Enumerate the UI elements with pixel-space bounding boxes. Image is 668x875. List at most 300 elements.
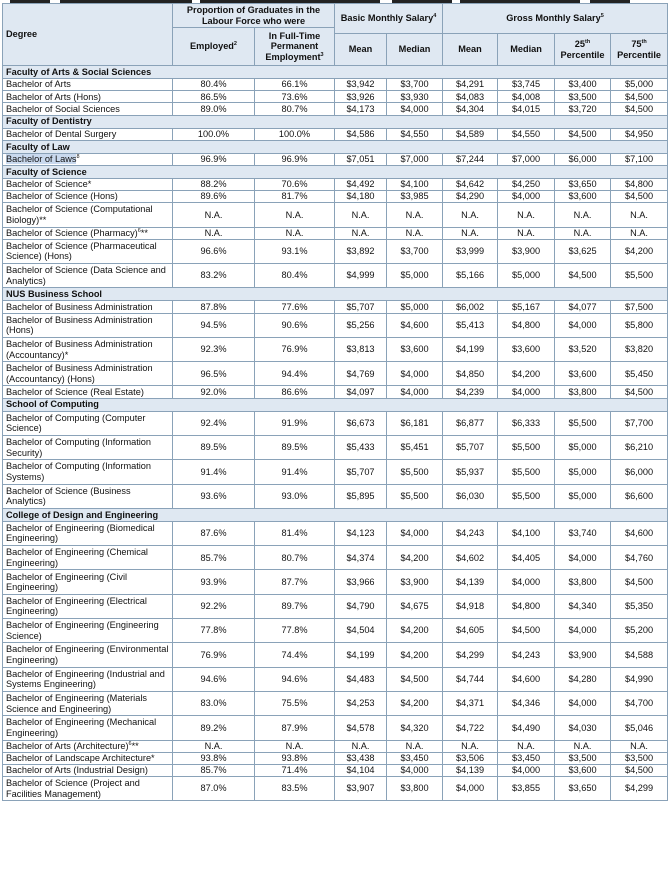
p25-cell: $3,650 — [555, 178, 611, 190]
fulltime-header — [255, 28, 335, 66]
employed-cell: 93.8% — [173, 752, 255, 764]
degree-cell — [3, 643, 173, 667]
table-row — [3, 264, 668, 288]
degree-name: Bachelor of Science (Business Analytics) — [6, 485, 131, 507]
basic-median-cell: $4,000 — [387, 103, 443, 115]
p25-percentile-label: Percentile — [560, 49, 605, 60]
table-row — [3, 386, 668, 398]
basic-median-cell: N.A. — [387, 203, 443, 227]
degree-cell — [3, 227, 173, 239]
gross-mean-cell: $5,707 — [443, 435, 498, 459]
fulltime-cell: 75.5% — [255, 691, 335, 715]
degree-name: Bachelor of Arts (Industrial Design) — [6, 765, 148, 776]
degree-cell — [3, 521, 173, 545]
p75-cell: $4,950 — [611, 128, 668, 140]
gross-median-cell: $4,015 — [498, 103, 555, 115]
faculty-row — [3, 398, 668, 411]
basic-mean-cell: $4,253 — [335, 691, 387, 715]
gross-mean-cell: $4,243 — [443, 521, 498, 545]
p75-cell: $6,210 — [611, 435, 668, 459]
p75-cell: $3,500 — [611, 752, 668, 764]
degree-cell — [3, 460, 173, 484]
degree-name: Bachelor of Computing (Computer Science) — [6, 412, 146, 434]
faculty-name: Faculty of Dentistry — [3, 115, 668, 128]
p75-cell: $4,800 — [611, 178, 668, 190]
table-body — [3, 66, 668, 801]
gross-median-cell: $5,500 — [498, 460, 555, 484]
table-row — [3, 643, 668, 667]
gross-mean-cell: N.A. — [443, 227, 498, 239]
p75-header — [611, 34, 668, 66]
degree-cell — [3, 128, 173, 140]
gross-median-cell: $4,243 — [498, 643, 555, 667]
gross-median-cell: $5,500 — [498, 484, 555, 508]
degree-name: Bachelor of Business Administration (Accountancy)* — [6, 339, 153, 360]
p75-cell: $5,200 — [611, 619, 668, 643]
fulltime-cell: 77.6% — [255, 301, 335, 313]
employed-cell: 93.6% — [173, 484, 255, 508]
gross-mean-cell: $5,937 — [443, 460, 498, 484]
gross-median-cell: $4,250 — [498, 178, 555, 190]
employed-cell: 94.6% — [173, 667, 255, 691]
gross-mean-header: Mean — [443, 34, 498, 66]
degree-name: Bachelor of Science (Pharmacy) — [6, 227, 138, 238]
basic-median-cell: $3,450 — [387, 752, 443, 764]
table-row — [3, 153, 668, 165]
employed-cell: 77.8% — [173, 619, 255, 643]
degree-name: Bachelor of Science (Real Estate) — [6, 386, 144, 397]
gross-median-cell: $4,490 — [498, 716, 555, 740]
p25-cell: $3,500 — [555, 91, 611, 103]
p75-cell: $4,700 — [611, 691, 668, 715]
gross-salary-label: Gross Monthly Salary — [506, 13, 601, 24]
employed-label: Employed — [190, 41, 234, 52]
employed-cell: 89.2% — [173, 716, 255, 740]
p25-cell: N.A. — [555, 203, 611, 227]
fulltime-cell: 93.0% — [255, 484, 335, 508]
p75-cell: $4,600 — [611, 521, 668, 545]
degree-cell — [3, 546, 173, 570]
fulltime-cell: 94.6% — [255, 667, 335, 691]
gross-median-cell: N.A. — [498, 740, 555, 752]
degree-cell — [3, 362, 173, 386]
gross-median-cell: $4,200 — [498, 362, 555, 386]
p25-header — [555, 34, 611, 66]
degree-name: Bachelor of Arts (Architecture) — [6, 740, 129, 751]
degree-name: Bachelor of Science* — [6, 179, 92, 190]
degree-cell — [3, 386, 173, 398]
gross-mean-cell: $7,244 — [443, 153, 498, 165]
degree-name: Bachelor of Landscape Architecture* — [6, 753, 155, 764]
gross-mean-cell: $4,139 — [443, 570, 498, 594]
degree-name: Bachelor of Arts — [6, 79, 71, 90]
basic-mean-cell: $4,180 — [335, 191, 387, 203]
basic-mean-cell: $4,769 — [335, 362, 387, 386]
basic-median-cell: $4,600 — [387, 313, 443, 337]
basic-mean-header: Mean — [335, 34, 387, 66]
degree-cell — [3, 752, 173, 764]
p25-cell: $3,400 — [555, 79, 611, 91]
degree-footnote: 6 — [128, 740, 132, 747]
degree-cell — [3, 103, 173, 115]
basic-mean-cell: $3,926 — [335, 91, 387, 103]
table-row — [3, 752, 668, 764]
basic-median-cell: $3,700 — [387, 79, 443, 91]
basic-median-cell: $4,200 — [387, 643, 443, 667]
basic-mean-cell: $5,707 — [335, 301, 387, 313]
employed-cell: N.A. — [173, 740, 255, 752]
p75-cell: $5,450 — [611, 362, 668, 386]
employed-cell: N.A. — [173, 227, 255, 239]
basic-mean-cell: $4,578 — [335, 716, 387, 740]
degree-cell — [3, 411, 173, 435]
p75-cell: $5,800 — [611, 313, 668, 337]
fulltime-cell: 81.7% — [255, 191, 335, 203]
p75-cell: N.A. — [611, 740, 668, 752]
basic-median-cell: $6,181 — [387, 411, 443, 435]
gross-median-cell: $4,008 — [498, 91, 555, 103]
basic-mean-cell: $5,707 — [335, 460, 387, 484]
p25-cell: $4,500 — [555, 128, 611, 140]
basic-mean-cell: $4,483 — [335, 667, 387, 691]
basic-median-cell: $3,800 — [387, 777, 443, 801]
fulltime-cell: 89.5% — [255, 435, 335, 459]
p75-cell: $4,990 — [611, 667, 668, 691]
faculty-row — [3, 508, 668, 521]
gross-median-cell: $4,405 — [498, 546, 555, 570]
gross-mean-cell: $4,139 — [443, 764, 498, 776]
gross-mean-cell: $4,744 — [443, 667, 498, 691]
basic-median-cell: $3,600 — [387, 337, 443, 361]
p25-cell: $4,030 — [555, 716, 611, 740]
p75-cell: N.A. — [611, 227, 668, 239]
p25-cell: N.A. — [555, 227, 611, 239]
p75-cell: $4,500 — [611, 570, 668, 594]
employed-cell: 89.6% — [173, 191, 255, 203]
gross-median-cell: $4,500 — [498, 619, 555, 643]
basic-median-cell: N.A. — [387, 227, 443, 239]
employed-cell: 76.9% — [173, 643, 255, 667]
fulltime-cell: 89.7% — [255, 594, 335, 618]
basic-median-cell: $5,451 — [387, 435, 443, 459]
table-row — [3, 460, 668, 484]
fulltime-cell: 87.7% — [255, 570, 335, 594]
employed-cell: 96.6% — [173, 239, 255, 263]
fulltime-cell: 80.7% — [255, 546, 335, 570]
employed-cell: 93.9% — [173, 570, 255, 594]
degree-cell — [3, 178, 173, 190]
gross-salary-header — [443, 4, 668, 34]
gross-mean-cell: $3,999 — [443, 239, 498, 263]
gross-median-cell: $6,333 — [498, 411, 555, 435]
employed-cell: 83.2% — [173, 264, 255, 288]
basic-median-cell: $4,550 — [387, 128, 443, 140]
employed-cell: 94.5% — [173, 313, 255, 337]
degree-cell — [3, 435, 173, 459]
degree-name: Bachelor of Science (Computational Biology)** — [6, 204, 153, 225]
p25-cell: $5,000 — [555, 435, 611, 459]
basic-salary-label: Basic Monthly Salary — [340, 13, 434, 24]
p25-cell: $4,000 — [555, 691, 611, 715]
degree-name: Bachelor of Engineering (Environmental Engineering) — [6, 644, 169, 665]
gross-mean-cell: $4,371 — [443, 691, 498, 715]
basic-mean-cell: $3,438 — [335, 752, 387, 764]
p75-cell: N.A. — [611, 203, 668, 227]
basic-mean-cell: $5,895 — [335, 484, 387, 508]
p25-cell: $3,500 — [555, 752, 611, 764]
degree-cell — [3, 777, 173, 801]
basic-median-cell: $4,000 — [387, 521, 443, 545]
basic-median-cell: $4,000 — [387, 362, 443, 386]
gross-median-cell: $3,450 — [498, 752, 555, 764]
degree-marker: ** — [131, 740, 139, 751]
degree-name: Bachelor of Engineering (Materials Science and Engineering) — [6, 693, 147, 714]
basic-median-cell: N.A. — [387, 740, 443, 752]
p75-cell: $4,500 — [611, 91, 668, 103]
degree-cell — [3, 203, 173, 227]
fulltime-cell: 70.6% — [255, 178, 335, 190]
p75-percentile-label: Percentile — [617, 49, 661, 60]
employed-cell: 92.0% — [173, 386, 255, 398]
gross-median-cell: $3,900 — [498, 239, 555, 263]
gross-mean-cell: $4,722 — [443, 716, 498, 740]
degree-name: Bachelor of Engineering (Electrical Engineering) — [6, 595, 147, 617]
basic-mean-cell: $4,790 — [335, 594, 387, 618]
fulltime-cell: 80.7% — [255, 103, 335, 115]
table-row — [3, 521, 668, 545]
degree-cell — [3, 619, 173, 643]
faculty-row — [3, 66, 668, 79]
faculty-name: College of Design and Engineering — [3, 508, 668, 521]
basic-median-cell: $4,500 — [387, 667, 443, 691]
basic-mean-cell: $3,907 — [335, 777, 387, 801]
basic-mean-cell: $4,374 — [335, 546, 387, 570]
gross-mean-cell: $5,166 — [443, 264, 498, 288]
table-row — [3, 435, 668, 459]
p25-cell: $3,520 — [555, 337, 611, 361]
table-row — [3, 91, 668, 103]
table-row — [3, 79, 668, 91]
p25-cell: $3,720 — [555, 103, 611, 115]
employed-cell: N.A. — [173, 203, 255, 227]
gross-mean-cell: $5,413 — [443, 313, 498, 337]
basic-median-cell: $4,000 — [387, 386, 443, 398]
fulltime-cell: 71.4% — [255, 764, 335, 776]
p75-cell: $4,500 — [611, 191, 668, 203]
table-row — [3, 313, 668, 337]
basic-mean-cell: $3,892 — [335, 239, 387, 263]
degree-name: Bachelor of Computing (Information Security) — [6, 437, 152, 458]
basic-median-cell: $3,985 — [387, 191, 443, 203]
degree-cell — [3, 337, 173, 361]
basic-median-cell: $5,500 — [387, 460, 443, 484]
degree-header: Degree — [3, 4, 173, 66]
basic-mean-cell: $4,999 — [335, 264, 387, 288]
p25-cell: $5,500 — [555, 411, 611, 435]
faculty-row — [3, 140, 668, 153]
p75-ordinal: th — [641, 38, 647, 45]
table-row — [3, 178, 668, 190]
gross-median-cell: N.A. — [498, 227, 555, 239]
p25-cell: $3,800 — [555, 570, 611, 594]
gross-salary-footnote: 5 — [600, 13, 604, 20]
faculty-name: Faculty of Science — [3, 165, 668, 178]
gross-median-cell: $5,500 — [498, 435, 555, 459]
degree-name: Bachelor of Science (Project and Facilities Management) — [6, 778, 140, 799]
faculty-name: NUS Business School — [3, 288, 668, 301]
basic-mean-cell: $4,586 — [335, 128, 387, 140]
p75-number: 75 — [631, 39, 642, 49]
gross-median-cell: N.A. — [498, 203, 555, 227]
employed-cell: 85.7% — [173, 764, 255, 776]
degree-name: Bachelor of Science (Hons) — [6, 191, 118, 202]
p25-cell: $3,600 — [555, 191, 611, 203]
employed-cell: 89.0% — [173, 103, 255, 115]
fulltime-footnote: 3 — [320, 51, 324, 58]
gross-mean-cell: $4,199 — [443, 337, 498, 361]
employed-cell: 87.0% — [173, 777, 255, 801]
p25-cell: $3,600 — [555, 362, 611, 386]
degree-cell — [3, 764, 173, 776]
gross-mean-cell: $4,083 — [443, 91, 498, 103]
gross-median-cell: $7,000 — [498, 153, 555, 165]
basic-mean-cell: $3,942 — [335, 79, 387, 91]
p25-cell: $4,000 — [555, 546, 611, 570]
table-row — [3, 362, 668, 386]
p75-cell: $7,500 — [611, 301, 668, 313]
employed-header — [173, 28, 255, 66]
basic-mean-cell: $5,433 — [335, 435, 387, 459]
gross-median-cell: $4,000 — [498, 764, 555, 776]
p25-cell: $3,740 — [555, 521, 611, 545]
table-row — [3, 619, 668, 643]
gross-median-cell: $4,100 — [498, 521, 555, 545]
basic-mean-cell: $4,173 — [335, 103, 387, 115]
p75-cell: $4,760 — [611, 546, 668, 570]
fulltime-cell: 74.4% — [255, 643, 335, 667]
p75-cell: $3,820 — [611, 337, 668, 361]
degree-name: Bachelor of Science (Pharmaceutical Science) (Hons) — [6, 240, 157, 262]
table-row — [3, 411, 668, 435]
basic-median-cell: $4,675 — [387, 594, 443, 618]
p75-cell: $6,000 — [611, 460, 668, 484]
gross-mean-cell: $4,290 — [443, 191, 498, 203]
p75-cell: $5,500 — [611, 264, 668, 288]
gross-mean-cell: $4,239 — [443, 386, 498, 398]
employed-cell: 91.4% — [173, 460, 255, 484]
degree-name: Bachelor of Engineering (Engineering Science) — [6, 620, 159, 641]
graduate-employment-table — [2, 3, 668, 801]
degree-name: Bachelor of Business Administration (Accountancy) (Hons) — [6, 363, 153, 384]
gross-mean-cell: $4,304 — [443, 103, 498, 115]
table-row — [3, 546, 668, 570]
basic-mean-cell: $3,813 — [335, 337, 387, 361]
basic-median-cell: $5,500 — [387, 484, 443, 508]
fulltime-cell: 90.6% — [255, 313, 335, 337]
p25-cell: $4,500 — [555, 264, 611, 288]
degree-footnote: 8 — [76, 154, 80, 161]
basic-median-cell: $3,700 — [387, 239, 443, 263]
employed-cell: 92.4% — [173, 411, 255, 435]
employed-cell: 88.2% — [173, 178, 255, 190]
employed-cell: 85.7% — [173, 546, 255, 570]
basic-mean-cell: $4,492 — [335, 178, 387, 190]
degree-name: Bachelor of Science (Data Science and Analytics) — [6, 265, 166, 286]
employed-cell: 80.4% — [173, 79, 255, 91]
degree-cell — [3, 191, 173, 203]
fulltime-cell: 94.4% — [255, 362, 335, 386]
p25-cell: $4,280 — [555, 667, 611, 691]
p25-cell: $6,000 — [555, 153, 611, 165]
p25-cell: N.A. — [555, 740, 611, 752]
faculty-row — [3, 288, 668, 301]
degree-name: Bachelor of Business Administration — [6, 301, 153, 312]
degree-cell — [3, 313, 173, 337]
fulltime-cell: 77.8% — [255, 619, 335, 643]
p75-cell: $4,200 — [611, 239, 668, 263]
basic-mean-cell: N.A. — [335, 203, 387, 227]
p75-cell: $6,600 — [611, 484, 668, 508]
employed-cell: 100.0% — [173, 128, 255, 140]
basic-mean-cell: N.A. — [335, 227, 387, 239]
employed-cell: 96.9% — [173, 153, 255, 165]
basic-median-cell: $3,900 — [387, 570, 443, 594]
table-row — [3, 740, 668, 752]
table-row — [3, 484, 668, 508]
basic-mean-cell: $6,673 — [335, 411, 387, 435]
gross-median-cell: $4,000 — [498, 191, 555, 203]
p25-cell: $4,077 — [555, 301, 611, 313]
gross-mean-cell: $4,589 — [443, 128, 498, 140]
fulltime-cell: 87.9% — [255, 716, 335, 740]
p75-cell: $7,100 — [611, 153, 668, 165]
gross-mean-cell: $6,002 — [443, 301, 498, 313]
p25-cell: $4,340 — [555, 594, 611, 618]
degree-name: Bachelor of Arts (Hons) — [6, 91, 101, 102]
table-row — [3, 764, 668, 776]
basic-mean-cell: $4,199 — [335, 643, 387, 667]
degree-cell — [3, 594, 173, 618]
proportion-group-header: Proportion of Graduates in the Labour Force who were — [173, 4, 335, 28]
fulltime-cell: 80.4% — [255, 264, 335, 288]
gross-median-cell: $5,167 — [498, 301, 555, 313]
basic-median-cell: $4,000 — [387, 764, 443, 776]
p75-cell: $5,000 — [611, 79, 668, 91]
gross-median-cell: $3,855 — [498, 777, 555, 801]
fulltime-cell: 93.8% — [255, 752, 335, 764]
gross-mean-cell: $4,918 — [443, 594, 498, 618]
degree-cell — [3, 91, 173, 103]
fulltime-cell: 66.1% — [255, 79, 335, 91]
degree-name: Bachelor of Engineering (Mechanical Engineering) — [6, 717, 157, 738]
basic-median-cell: $5,000 — [387, 301, 443, 313]
gross-mean-cell: $3,506 — [443, 752, 498, 764]
p75-cell: $7,700 — [611, 411, 668, 435]
fulltime-cell: 91.9% — [255, 411, 335, 435]
basic-mean-cell: $3,966 — [335, 570, 387, 594]
employed-cell: 83.0% — [173, 691, 255, 715]
gross-median-cell: $4,600 — [498, 667, 555, 691]
faculty-row — [3, 165, 668, 178]
table-row — [3, 716, 668, 740]
employed-cell: 92.2% — [173, 594, 255, 618]
p75-cell: $4,500 — [611, 764, 668, 776]
degree-name: Bachelor of Dental Surgery — [6, 128, 117, 139]
table-row — [3, 337, 668, 361]
employed-cell: 92.3% — [173, 337, 255, 361]
basic-mean-cell: $4,504 — [335, 619, 387, 643]
gross-mean-cell: $4,605 — [443, 619, 498, 643]
